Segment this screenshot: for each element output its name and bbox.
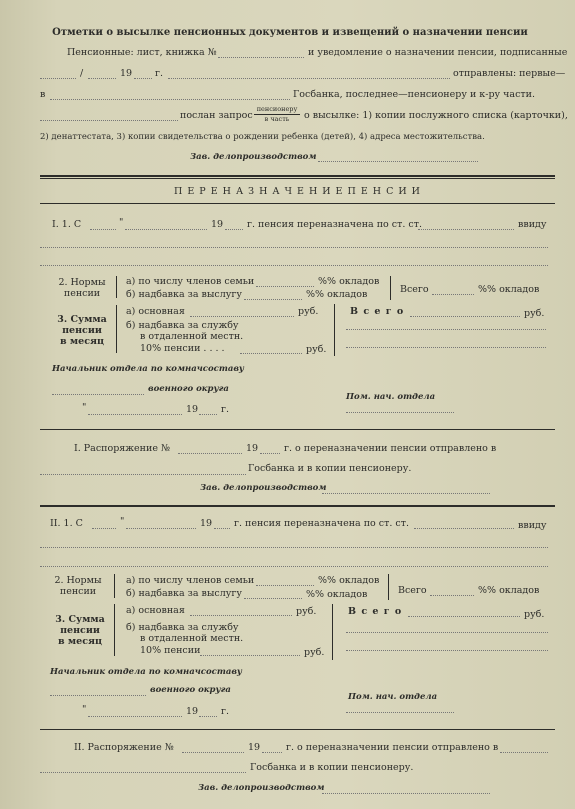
block1-sum-a-label: а) основная bbox=[126, 306, 185, 317]
block2-order-number-field[interactable] bbox=[182, 752, 244, 753]
block2-clerk-signature-field[interactable] bbox=[322, 793, 490, 794]
block2-norm-b-unit: %% окладов bbox=[306, 589, 368, 600]
block1-total-sum-label: В с е г о bbox=[350, 306, 405, 317]
block1-norm-b-field[interactable] bbox=[244, 299, 302, 300]
block1-total-sum-field[interactable] bbox=[410, 316, 520, 317]
block2-total-sum-label: В с е г о bbox=[348, 606, 403, 617]
block2-sum-bracket bbox=[114, 604, 115, 656]
block1-sum-label-2: пенсии bbox=[62, 325, 102, 336]
blocks-separator-rule bbox=[40, 505, 555, 507]
block2-chief-label: Начальник отдела по комначсоставу bbox=[50, 667, 242, 677]
block2-month-field[interactable] bbox=[126, 528, 196, 529]
block2-norms-label-2: пенсии bbox=[59, 586, 97, 597]
bank-name-field[interactable] bbox=[50, 99, 290, 100]
heading-bottom-rule bbox=[40, 203, 555, 204]
block1-order-text-2: Госбанка и в копии пенсионеру. bbox=[248, 463, 412, 474]
section-heading: П Е Р Е Н А З Н А Ч Е Н И Е П Е Н С И И bbox=[174, 186, 421, 197]
block2-district-label: военного округа bbox=[150, 685, 231, 695]
signed-year-prefix: 19 bbox=[120, 68, 133, 79]
block1-articles-field[interactable] bbox=[418, 229, 514, 230]
bank-prefix: в bbox=[40, 89, 46, 100]
block1-norm-a-field[interactable] bbox=[256, 286, 314, 287]
block2-clerk-label: Зав. делопроизводством bbox=[198, 783, 325, 793]
block1-day-field[interactable] bbox=[90, 229, 116, 230]
block2-year-field[interactable] bbox=[214, 528, 230, 529]
block2-total-norm-field[interactable] bbox=[430, 595, 474, 596]
block1-sum-b-label-3: 10% пенсии . . . . bbox=[140, 343, 225, 354]
block1-district-label: военного округа bbox=[148, 384, 229, 394]
block2-total-sum-field[interactable] bbox=[408, 616, 520, 617]
block2-total-norm-label: Всего bbox=[398, 585, 427, 596]
block2-reason-field[interactable] bbox=[40, 547, 548, 548]
block1-quote: " bbox=[119, 217, 124, 228]
block2-total-sum-words-field-2[interactable] bbox=[346, 650, 548, 651]
block2-quote: " bbox=[120, 516, 125, 527]
top-signature-field[interactable] bbox=[318, 161, 478, 162]
block2-assistant-signature-field[interactable] bbox=[346, 712, 454, 713]
block1-norm-a-unit: %% окладов bbox=[318, 276, 380, 287]
block1-total-norm-field[interactable] bbox=[432, 294, 474, 295]
block2-line1-text: г. пенсия переназначена по ст. ст. bbox=[234, 518, 409, 529]
block1-sum-divider bbox=[334, 304, 335, 356]
block1-norms-label-2: пенсии bbox=[63, 288, 101, 299]
block1-order-label: I. Распоряжение № bbox=[74, 443, 170, 454]
block2-sum-label-3: в месяц bbox=[57, 636, 103, 647]
block2-sum-b-label: б) надбавка за службу bbox=[126, 622, 239, 633]
block2-order-label: II. Распоряжение № bbox=[74, 742, 174, 753]
block1-sum-bracket bbox=[116, 305, 117, 353]
block1-reason-label: ввиду bbox=[518, 219, 547, 230]
block2-norm-a-label: а) по числу членов семьи bbox=[126, 575, 255, 586]
block2-total-norm-unit: %% окладов bbox=[478, 585, 540, 596]
block1-order-year-field[interactable] bbox=[260, 453, 280, 454]
signed-by-field[interactable] bbox=[168, 78, 450, 79]
block2-norms-bracket bbox=[114, 574, 115, 598]
block2-order-recipient-field[interactable] bbox=[500, 752, 548, 753]
block2-sum-divider bbox=[332, 604, 333, 660]
block2-order-year-field[interactable] bbox=[262, 752, 282, 753]
block2-total-sum-words-field[interactable] bbox=[346, 632, 548, 633]
sent-first-text: отправлены: первые— bbox=[453, 68, 566, 79]
block1-sum-b-unit: руб. bbox=[306, 344, 327, 355]
block1-assistant-label: Пом. нач. отдела bbox=[346, 392, 436, 402]
block1-norms-bracket bbox=[116, 276, 117, 298]
block2-sum-a-label: а) основная bbox=[126, 605, 185, 616]
block2-sum-a-unit: руб. bbox=[296, 606, 317, 617]
block1-sum-a-unit: руб. bbox=[298, 306, 319, 317]
bank-text: Госбанка, последнее—пенсионеру и к-ру части. bbox=[293, 89, 536, 100]
block2-total-sum-unit: руб. bbox=[524, 609, 545, 620]
block1-month-field[interactable] bbox=[125, 229, 207, 230]
block2-sum-a-field[interactable] bbox=[190, 615, 292, 616]
block2-reason-field-2[interactable] bbox=[40, 566, 548, 567]
block2-norm-b-field[interactable] bbox=[244, 598, 302, 599]
block1-year-prefix: 19 bbox=[211, 219, 224, 230]
signed-year-field[interactable] bbox=[134, 78, 152, 79]
request-date-field[interactable] bbox=[40, 120, 178, 121]
block2-order-bank-field[interactable] bbox=[40, 772, 246, 773]
block1-norm-a-label: а) по числу членов семьи bbox=[126, 276, 255, 287]
pension-sheet-text: и уведомление о назначении пенсии, подписанные bbox=[308, 47, 568, 58]
signed-month-field[interactable] bbox=[88, 78, 116, 79]
block2-norm-b-label: б) надбавка за выслугу bbox=[126, 588, 242, 599]
request-fraction-top: пенсионеру bbox=[256, 105, 298, 113]
block1-total-norm-unit: %% окладов bbox=[478, 284, 540, 295]
block2-sum-label: 3. Сумма bbox=[55, 614, 105, 625]
block1-total-norm-bracket bbox=[390, 276, 391, 300]
request-text: о высылке: 1) копии послужного списка (карточки), bbox=[304, 110, 568, 121]
block2-separator bbox=[40, 729, 555, 730]
block1-reason-field-2[interactable] bbox=[40, 265, 548, 266]
signed-day-field[interactable] bbox=[40, 78, 76, 79]
block2-date-year-prefix: 19 bbox=[186, 706, 199, 717]
block2-norm-a-unit: %% окладов bbox=[318, 575, 380, 586]
block1-date-quote: " bbox=[82, 402, 87, 413]
block1-reason-field[interactable] bbox=[40, 247, 548, 248]
request-fraction-bottom: в часть bbox=[264, 115, 290, 123]
block2-sum-b-unit: руб. bbox=[304, 647, 325, 658]
block2-day-field[interactable] bbox=[92, 528, 116, 529]
block1-sum-b-label-2: в отдаленной местн. bbox=[140, 331, 244, 342]
block1-order-year-prefix: 19 bbox=[246, 443, 259, 454]
block2-year-prefix: 19 bbox=[200, 518, 213, 529]
block2-district-field[interactable] bbox=[50, 695, 146, 696]
block1-order-text: г. о переназначении пенсии отправлено в bbox=[284, 443, 497, 454]
block2-order-text-2: Госбанка и в копии пенсионеру. bbox=[250, 762, 414, 773]
block1-line1-text: г. пенсия переназначена по ст. ст. bbox=[247, 219, 422, 230]
block1-clerk-label: Зав. делопроизводством bbox=[200, 483, 327, 493]
block2-date-year-field[interactable] bbox=[199, 716, 217, 717]
block2-total-norm-bracket bbox=[388, 574, 389, 600]
signed-slash: / bbox=[80, 68, 84, 79]
block1-clerk-signature-field[interactable] bbox=[322, 493, 490, 494]
block1-sum-a-field[interactable] bbox=[190, 316, 294, 317]
block1-norm-b-unit: %% окладов bbox=[306, 289, 368, 300]
block2-articles-field[interactable] bbox=[414, 528, 514, 529]
block1-order-number-field[interactable] bbox=[178, 453, 242, 454]
block1-total-sum-words-field-2[interactable] bbox=[346, 347, 546, 348]
block1-norm-b-label: б) надбавка за выслугу bbox=[126, 289, 242, 300]
block2-sum-label-2: пенсии bbox=[60, 625, 100, 636]
block1-order-bank-field[interactable] bbox=[40, 474, 246, 475]
block1-chief-label: Начальник отдела по комначсоставу bbox=[52, 364, 244, 374]
block2-norms-label: 2. Нормы bbox=[54, 575, 102, 586]
block1-date-month-field[interactable] bbox=[88, 414, 182, 415]
block1-date-suffix: г. bbox=[221, 404, 229, 415]
top-signature-label: Зав. делопроизводством bbox=[190, 152, 317, 162]
block1-line1-label: I. 1. С bbox=[52, 219, 82, 230]
pension-sheet-label: Пенсионные: лист, книжка № bbox=[67, 47, 217, 58]
block2-sum-b-label-2: в отдаленной местн. bbox=[140, 633, 244, 644]
block2-order-text: г. о переназначении пенсии отправлено в bbox=[286, 742, 499, 753]
block1-sum-b-label: б) надбавка за службу bbox=[126, 320, 239, 331]
block2-sum-b-field[interactable] bbox=[200, 655, 300, 656]
request-items-text: 2) денаттестата, 3) копии свидетельства о рождении ребенка (детей), 4) адреса местожительства. bbox=[40, 132, 485, 142]
block1-assistant-signature-field[interactable] bbox=[346, 412, 454, 413]
block2-assistant-label: Пом. нач. отдела bbox=[348, 692, 438, 702]
block1-sum-label-3: в месяц bbox=[59, 336, 105, 347]
block2-line1-label: II. 1. С bbox=[50, 518, 83, 529]
block1-separator bbox=[40, 429, 555, 430]
signed-year-suffix: г. bbox=[155, 68, 163, 79]
block1-total-norm-label: Всего bbox=[400, 284, 429, 295]
block1-total-sum-unit: руб. bbox=[524, 308, 545, 319]
block1-date-year-field[interactable] bbox=[199, 414, 217, 415]
heading-top-rule-thin bbox=[40, 178, 555, 179]
block2-date-quote: " bbox=[82, 704, 87, 715]
block1-sum-b-field[interactable] bbox=[240, 353, 302, 354]
pension-sheet-number-field[interactable] bbox=[218, 57, 304, 58]
heading-top-rule bbox=[40, 175, 555, 177]
block1-sum-label: 3. Сумма bbox=[57, 314, 107, 325]
block1-norms-label: 2. Нормы bbox=[58, 277, 106, 288]
block2-date-suffix: г. bbox=[221, 706, 229, 717]
request-sent-label: послан запрос bbox=[180, 110, 253, 121]
block2-sum-b-label-3: 10% пенсии bbox=[140, 645, 201, 656]
block1-year-field[interactable] bbox=[225, 229, 243, 230]
block1-district-field[interactable] bbox=[52, 394, 144, 395]
form-title: Отметки о высылке пенсионных документов и извещений о назначении пенсии bbox=[52, 27, 528, 38]
block2-date-month-field[interactable] bbox=[88, 716, 182, 717]
block1-date-year-prefix: 19 bbox=[186, 404, 199, 415]
block2-norm-a-field[interactable] bbox=[256, 585, 314, 586]
block2-order-year-prefix: 19 bbox=[248, 742, 261, 753]
block1-total-sum-words-field[interactable] bbox=[346, 329, 546, 330]
block2-reason-label: ввиду bbox=[518, 520, 547, 531]
